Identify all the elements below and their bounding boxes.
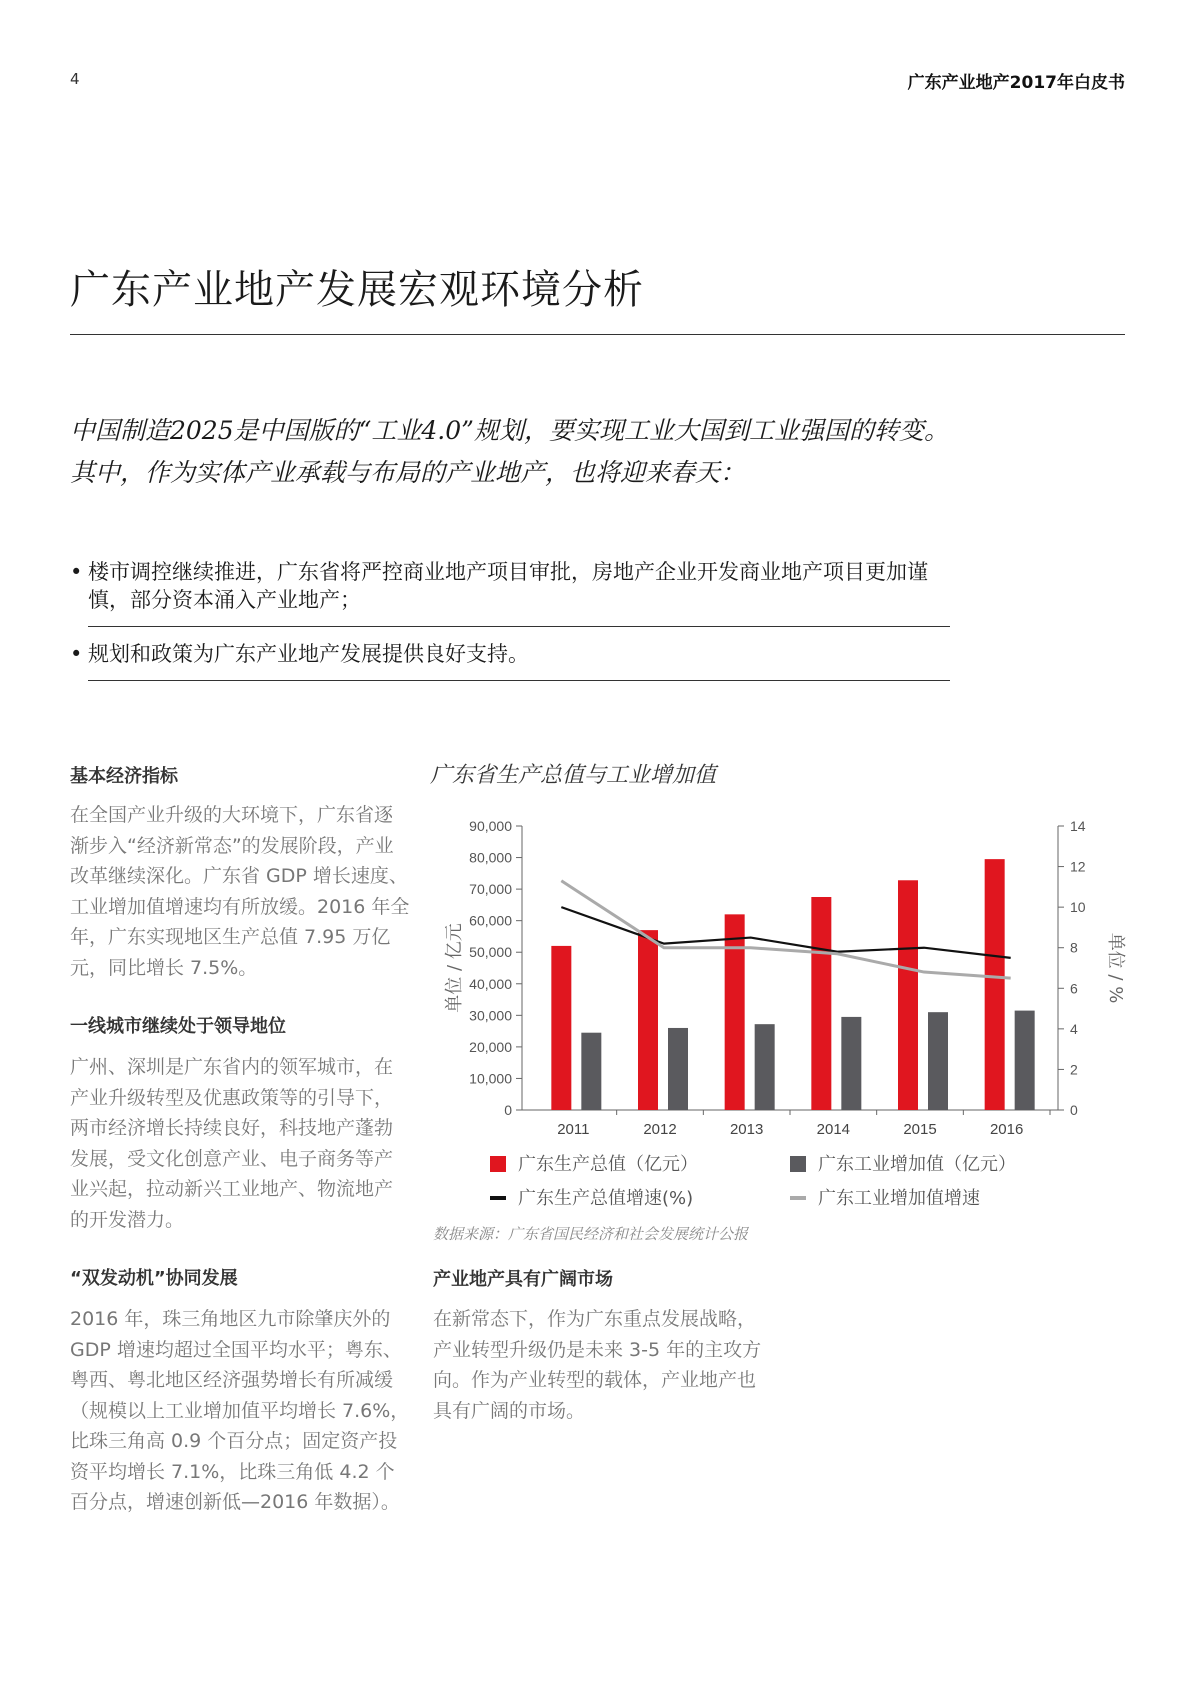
- section-heading-cities: 一线城市继续处于领导地位: [70, 1016, 286, 1037]
- x-tick-label: 2015: [903, 1121, 937, 1138]
- x-tick-label: 2011: [557, 1121, 590, 1138]
- bar-gdp: [898, 880, 918, 1110]
- y-tick-label-right: 12: [1070, 858, 1086, 875]
- y-tick-label-left: 80,000: [469, 849, 512, 866]
- y-tick-label-right: 10: [1070, 899, 1086, 916]
- bar-industry: [1015, 1011, 1035, 1110]
- intro-line-2: 其中，作为实体产业承载与布局的产业地产，也将迎来春天：: [70, 458, 746, 487]
- y-tick-label-right: 6: [1070, 980, 1078, 997]
- line-industry-growth: [561, 881, 1010, 978]
- bar-gdp: [638, 930, 658, 1110]
- y-tick-label-left: 10,000: [469, 1070, 512, 1087]
- bullet-item: [70, 558, 950, 627]
- document-title: 广东产业地产2017年白皮书: [907, 73, 1125, 93]
- bar-gdp: [811, 897, 831, 1110]
- section-body-cities: 广州、深圳是广东省内的领军城市，在产业升级转型及优惠政策等的引导下，两市经济增长持续良好，科技地产蓬勃发展，受文化创意产业、电子商务等产业兴起，拉动新兴工业地产、物流地产的开发潜力。: [70, 1056, 394, 1231]
- bar-industry: [928, 1012, 948, 1110]
- bar-industry: [841, 1017, 861, 1110]
- y-tick-label-right: 14: [1070, 818, 1086, 834]
- y-tick-label-left: 60,000: [469, 912, 512, 929]
- y-axis-title-right: 单位 / %: [1105, 932, 1126, 1004]
- bar-industry: [668, 1028, 688, 1110]
- bullet-item: [70, 640, 950, 681]
- chart: [430, 800, 1130, 1220]
- bullet-icon: •: [70, 642, 83, 666]
- legend-label: 广东工业增加值（亿元）: [818, 1154, 1016, 1175]
- section-body-engines: 2016 年，珠三角地区九市除肇庆外的 GDP 增速均超过全国平均水平；粤东、粤西、粤北地区经济强势增长有所减缓（规模以上工业增加值平均增长 7.6%，比珠三角高 0.9 个百分点；固定资产投资平均增长 7.1%，比珠三角低 4.2 个百分点，增速创新低—2016 年数据）。: [70, 1308, 410, 1513]
- intro-quote: [70, 410, 1130, 494]
- bar-industry: [581, 1033, 601, 1110]
- y-tick-label-right: 0: [1070, 1102, 1078, 1118]
- bullet-text: 楼市调控继续推进，广东省将严控商业地产项目审批，房地产企业开发商业地产项目更加谨慎，部分资本涌入产业地产；: [88, 558, 950, 627]
- intro-line-1: 中国制造2025是中国版的“工业4.0”规划，要实现工业大国到工业强国的转变。: [70, 416, 949, 445]
- section-body-economy: 在全国产业升级的大环境下，广东省逐渐步入“经济新常态”的发展阶段，产业改革继续深化。广东省 GDP 增长速度、工业增加值增速均有所放缓。2016 年全年，广东实现地区生产总值 7.95 万亿元，同比增长 7.5%。: [70, 804, 410, 979]
- page-number: 4: [70, 70, 80, 88]
- legend-swatch: [490, 1156, 506, 1172]
- x-tick-label: 2014: [816, 1121, 851, 1138]
- legend-label: 广东工业增加值增速: [818, 1188, 980, 1209]
- bullet-text: 规划和政策为广东产业地产发展提供良好支持。: [88, 640, 950, 681]
- y-tick-label-left: 0: [504, 1102, 512, 1118]
- bar-industry: [755, 1024, 775, 1110]
- y-tick-label-right: 4: [1070, 1020, 1078, 1037]
- y-tick-label-right: 8: [1070, 939, 1078, 956]
- y-tick-label-left: 20,000: [469, 1038, 512, 1055]
- chart-source: 数据来源：广东省国民经济和社会发展统计公报: [433, 1225, 749, 1243]
- section-body-market: 在新常态下，作为广东重点发展战略，产业转型升级仍是未来 3-5 年的主攻方向。作为产业转型的载体，产业地产也具有广阔的市场。: [433, 1308, 762, 1422]
- y-tick-label-left: 70,000: [469, 881, 512, 898]
- bar-gdp: [551, 946, 571, 1110]
- section-heading-economy: 基本经济指标: [70, 766, 178, 787]
- x-tick-label: 2012: [643, 1121, 677, 1138]
- title-divider: [70, 334, 1125, 335]
- bullet-icon: •: [70, 560, 83, 584]
- bar-gdp: [725, 914, 745, 1110]
- y-tick-label-left: 50,000: [469, 944, 512, 961]
- y-tick-label-left: 30,000: [469, 1007, 512, 1024]
- x-tick-label: 2013: [729, 1121, 764, 1138]
- legend-label: 广东生产总值（亿元）: [518, 1154, 698, 1175]
- legend-label: 广东生产总值增速(%): [518, 1188, 694, 1209]
- legend-swatch: [790, 1156, 806, 1172]
- y-axis-title-left: 单位 / 亿元: [444, 923, 465, 1013]
- y-tick-label-right: 2: [1070, 1061, 1078, 1078]
- chart-title: 广东省生产总值与工业增加值: [430, 763, 717, 788]
- bar-gdp: [985, 859, 1005, 1110]
- y-tick-label-left: 40,000: [469, 975, 512, 992]
- section-heading-market: 产业地产具有广阔市场: [433, 1269, 613, 1290]
- x-tick-label: 2016: [989, 1121, 1024, 1138]
- section-heading-engines: “双发动机”协同发展: [70, 1268, 238, 1289]
- page-title: 广东产业地产发展宏观环境分析: [70, 267, 644, 313]
- legend-swatch: [790, 1196, 806, 1200]
- y-tick-label-left: 90,000: [469, 818, 512, 834]
- legend-swatch: [490, 1196, 506, 1200]
